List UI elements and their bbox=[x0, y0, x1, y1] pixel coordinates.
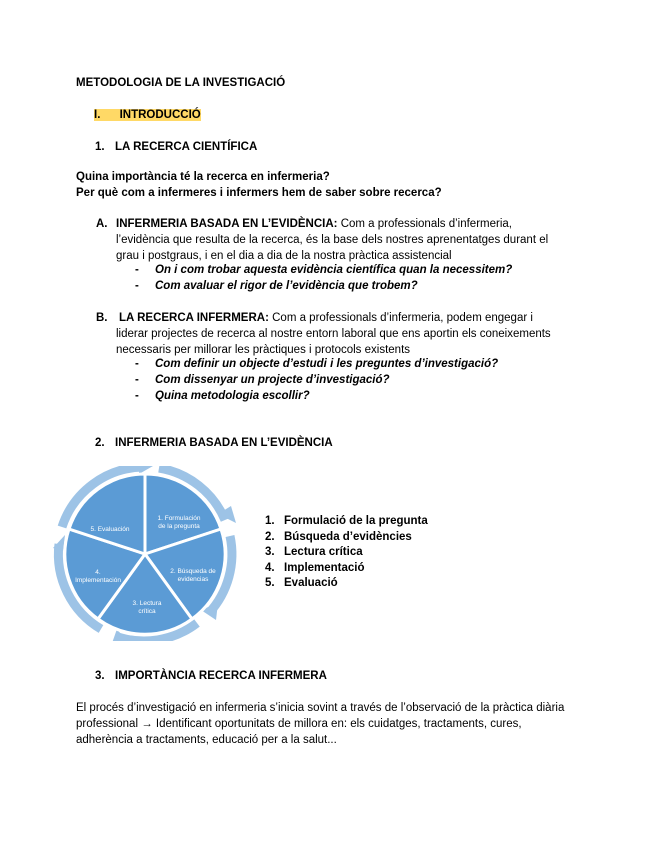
item-a: A. INFERMERIA BASADA EN L’EVIDÈNCIA: Com a professionals d’infermeria, l’evidència que resulta de la recerca, és la base dels nostres aprenentatges durant el grau i postgraus, i en el dia a dia de la nostra pràctica assistencial bbox=[96, 218, 549, 262]
step-item: 4. Implementació bbox=[265, 561, 365, 574]
bullet-b-2: - Com dissenyar un projecte d’investigació? bbox=[135, 374, 390, 386]
heading-importancia: 3. IMPORTÀNCIA RECERCA INFERMERA bbox=[95, 670, 327, 682]
item-b: B. LA RECERCA INFERMERA: Com a professionals d’infermeria, podem engegar i liderar projectes de recerca al nostre entorn laboral que ens aportin els coneixements necessaris per millorar les pràctiques i protocols existents bbox=[96, 312, 551, 356]
step-item: 3. Lectura crítica bbox=[265, 546, 363, 559]
step-item: 2. Búsqueda d’evidències bbox=[265, 530, 412, 543]
closing-paragraph: El procés d’investigació en infermeria s’inicia sovint a través de l’observació de la pràctica diària professional → Identificant oportunitats de millora en: els cuidatges, tractaments, cures, adherència a tractaments, educació per a la salut... bbox=[76, 702, 565, 746]
section-heading-introduccio bbox=[94, 109, 201, 121]
steps-list bbox=[265, 514, 428, 592]
evidence-cycle-diagram bbox=[45, 466, 245, 641]
wedge-label-5: 5. Evaluación bbox=[90, 526, 130, 533]
question-2: Per què com a infermeres i infermers hem de saber sobre recerca? bbox=[76, 187, 442, 199]
heading-recerca-cientifica: 1. LA RECERCA CIENTÍFICA bbox=[95, 141, 258, 153]
bullet-b-3: - Quina metodologia escollir? bbox=[135, 390, 310, 402]
step-item: 1. Formulació de la pregunta bbox=[265, 515, 428, 527]
section-label: INTRODUCCIÓ bbox=[119, 109, 201, 121]
section-number: I. bbox=[94, 109, 106, 121]
wedge-label-2: 2. Búsqueda de evidencias bbox=[170, 568, 216, 583]
question-1: Quina importància té la recerca en infermeria? bbox=[76, 171, 330, 183]
bullet-a-1: - On i com trobar aquesta evidència científica quan la necessitem? bbox=[135, 264, 513, 276]
wedge-label-1: 1. Formulación de la pregunta bbox=[157, 515, 201, 530]
wedge-label-3: 3. Lectura crítica bbox=[132, 600, 162, 615]
wedge-label-4: 4. Implementación bbox=[75, 569, 121, 584]
bullet-b-1: - Com definir un objecte d’estudi i les preguntes d’investigació? bbox=[135, 358, 499, 370]
document-title: METODOLOGIA DE LA INVESTIGACIÓ bbox=[76, 77, 286, 89]
bullet-a-2: - Com avaluar el rigor de l’evidència que trobem? bbox=[135, 280, 418, 292]
step-item: 5. Evaluació bbox=[265, 577, 338, 590]
heading-ibe: 2. INFERMERIA BASADA EN L’EVIDÈNCIA bbox=[95, 437, 333, 449]
